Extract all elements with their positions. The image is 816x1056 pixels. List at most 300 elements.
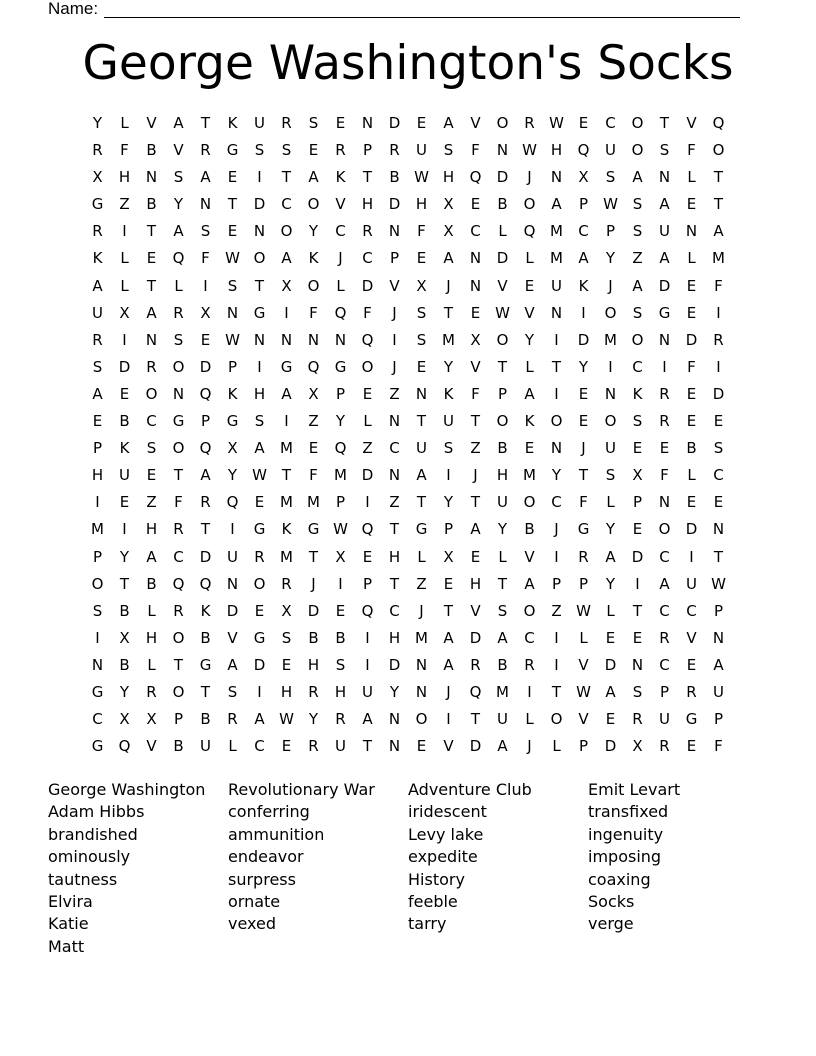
- grid-letter[interactable]: E: [470, 195, 481, 214]
- grid-letter[interactable]: F: [309, 303, 318, 322]
- grid-letter[interactable]: C: [281, 195, 292, 214]
- grid-letter[interactable]: A: [173, 222, 184, 241]
- grid-letter[interactable]: T: [632, 601, 643, 620]
- grid-letter[interactable]: S: [632, 682, 643, 701]
- grid-letter[interactable]: S: [443, 141, 454, 160]
- grid-letter[interactable]: T: [416, 493, 427, 512]
- grid-letter[interactable]: P: [497, 384, 508, 403]
- grid-letter[interactable]: F: [471, 141, 480, 160]
- grid-letter[interactable]: X: [119, 710, 130, 729]
- grid-letter[interactable]: B: [119, 412, 130, 431]
- grid-letter[interactable]: G: [91, 195, 104, 214]
- grid-letter[interactable]: F: [417, 222, 426, 241]
- grid-letter[interactable]: L: [606, 493, 615, 512]
- grid-letter[interactable]: H: [145, 628, 158, 647]
- grid-letter[interactable]: D: [496, 168, 509, 187]
- grid-letter[interactable]: I: [203, 276, 208, 295]
- grid-letter[interactable]: X: [443, 222, 454, 241]
- grid-letter[interactable]: W: [495, 303, 510, 322]
- grid-letter[interactable]: D: [658, 276, 671, 295]
- grid-letter[interactable]: T: [713, 195, 724, 214]
- grid-letter[interactable]: B: [389, 168, 400, 187]
- grid-letter[interactable]: P: [578, 737, 589, 756]
- grid-letter[interactable]: A: [632, 276, 643, 295]
- grid-letter[interactable]: S: [632, 195, 643, 214]
- grid-letter[interactable]: K: [227, 384, 238, 403]
- grid-letter[interactable]: E: [227, 222, 238, 241]
- grid-letter[interactable]: H: [280, 682, 293, 701]
- grid-letter[interactable]: A: [254, 710, 265, 729]
- grid-letter[interactable]: R: [524, 655, 535, 674]
- grid-letter[interactable]: L: [525, 249, 534, 268]
- grid-letter[interactable]: S: [281, 141, 292, 160]
- grid-letter[interactable]: M: [415, 628, 428, 647]
- grid-letter[interactable]: K: [578, 276, 589, 295]
- grid-letter[interactable]: Y: [389, 682, 400, 701]
- grid-letter[interactable]: T: [173, 655, 184, 674]
- grid-letter[interactable]: E: [524, 276, 535, 295]
- grid-letter[interactable]: P: [92, 439, 103, 458]
- grid-letter[interactable]: T: [389, 520, 400, 539]
- grid-letter[interactable]: V: [389, 276, 400, 295]
- grid-letter[interactable]: U: [497, 710, 508, 729]
- grid-letter[interactable]: R: [200, 141, 211, 160]
- grid-letter[interactable]: R: [281, 574, 292, 593]
- grid-letter[interactable]: Q: [469, 168, 482, 187]
- grid-letter[interactable]: S: [227, 276, 238, 295]
- grid-letter[interactable]: L: [687, 168, 696, 187]
- grid-letter[interactable]: O: [415, 710, 428, 729]
- grid-letter[interactable]: T: [443, 601, 454, 620]
- grid-letter[interactable]: O: [604, 412, 617, 431]
- grid-letter[interactable]: L: [687, 249, 696, 268]
- grid-letter[interactable]: I: [230, 520, 235, 539]
- grid-letter[interactable]: D: [577, 330, 590, 349]
- grid-letter[interactable]: W: [333, 520, 348, 539]
- grid-letter[interactable]: E: [416, 737, 427, 756]
- grid-letter[interactable]: V: [578, 710, 589, 729]
- grid-letter[interactable]: Y: [605, 574, 616, 593]
- grid-letter[interactable]: E: [686, 412, 697, 431]
- grid-letter[interactable]: U: [416, 141, 427, 160]
- grid-letter[interactable]: R: [335, 141, 346, 160]
- grid-letter[interactable]: L: [363, 412, 372, 431]
- grid-letter[interactable]: A: [254, 439, 265, 458]
- grid-letter[interactable]: B: [200, 628, 211, 647]
- grid-letter[interactable]: M: [307, 493, 320, 512]
- grid-letter[interactable]: Q: [712, 114, 725, 132]
- grid-letter[interactable]: I: [581, 303, 586, 322]
- grid-letter[interactable]: Y: [578, 357, 589, 376]
- grid-letter[interactable]: R: [146, 357, 157, 376]
- grid-letter[interactable]: J: [311, 574, 316, 593]
- grid-letter[interactable]: P: [605, 222, 616, 241]
- grid-letter[interactable]: R: [146, 682, 157, 701]
- grid-letter[interactable]: T: [200, 682, 211, 701]
- grid-letter[interactable]: B: [308, 628, 319, 647]
- grid-letter[interactable]: A: [443, 655, 454, 674]
- grid-letter[interactable]: A: [551, 195, 562, 214]
- grid-letter[interactable]: J: [581, 439, 586, 458]
- grid-letter[interactable]: C: [92, 710, 103, 729]
- grid-letter[interactable]: A: [713, 655, 724, 674]
- grid-letter[interactable]: L: [498, 222, 507, 241]
- grid-letter[interactable]: K: [632, 384, 643, 403]
- grid-letter[interactable]: G: [280, 357, 293, 376]
- grid-letter[interactable]: M: [442, 330, 455, 349]
- grid-letter[interactable]: U: [605, 439, 616, 458]
- grid-letter[interactable]: H: [118, 168, 131, 187]
- grid-letter[interactable]: Q: [199, 384, 212, 403]
- grid-letter[interactable]: P: [92, 547, 103, 566]
- grid-letter[interactable]: R: [173, 520, 184, 539]
- grid-letter[interactable]: C: [146, 412, 157, 431]
- grid-letter[interactable]: P: [362, 574, 373, 593]
- grid-letter[interactable]: I: [554, 628, 559, 647]
- grid-letter[interactable]: S: [605, 168, 616, 187]
- grid-letter[interactable]: S: [416, 330, 427, 349]
- grid-letter[interactable]: M: [280, 439, 293, 458]
- grid-letter[interactable]: N: [253, 222, 266, 241]
- grid-letter[interactable]: Z: [119, 195, 130, 214]
- grid-letter[interactable]: T: [254, 276, 265, 295]
- grid-letter[interactable]: K: [119, 439, 130, 458]
- grid-letter[interactable]: Q: [361, 520, 374, 539]
- grid-letter[interactable]: H: [415, 195, 428, 214]
- grid-letter[interactable]: S: [173, 330, 184, 349]
- grid-letter[interactable]: L: [147, 601, 156, 620]
- grid-letter[interactable]: C: [551, 493, 562, 512]
- grid-letter[interactable]: U: [551, 276, 562, 295]
- grid-letter[interactable]: Q: [199, 439, 212, 458]
- grid-letter[interactable]: N: [307, 330, 320, 349]
- grid-letter[interactable]: P: [389, 249, 400, 268]
- grid-letter[interactable]: F: [363, 303, 372, 322]
- grid-letter[interactable]: B: [173, 737, 184, 756]
- grid-letter[interactable]: D: [199, 357, 212, 376]
- grid-letter[interactable]: A: [497, 628, 508, 647]
- grid-letter[interactable]: W: [414, 168, 429, 187]
- grid-letter[interactable]: O: [658, 520, 671, 539]
- grid-letter[interactable]: C: [173, 547, 184, 566]
- grid-letter[interactable]: E: [686, 737, 697, 756]
- grid-letter[interactable]: V: [686, 114, 697, 132]
- grid-letter[interactable]: O: [631, 330, 644, 349]
- grid-letter[interactable]: O: [172, 682, 185, 701]
- grid-letter[interactable]: H: [334, 682, 347, 701]
- grid-letter[interactable]: L: [525, 710, 534, 729]
- grid-letter[interactable]: T: [578, 466, 589, 485]
- grid-letter[interactable]: V: [335, 195, 346, 214]
- grid-letter[interactable]: J: [419, 601, 424, 620]
- grid-letter[interactable]: L: [336, 276, 345, 295]
- grid-letter[interactable]: D: [631, 547, 644, 566]
- grid-letter[interactable]: U: [497, 493, 508, 512]
- grid-letter[interactable]: D: [118, 357, 131, 376]
- grid-letter[interactable]: O: [496, 330, 509, 349]
- grid-letter[interactable]: E: [470, 303, 481, 322]
- grid-letter[interactable]: Y: [227, 466, 238, 485]
- grid-letter[interactable]: N: [496, 141, 509, 160]
- grid-letter[interactable]: R: [308, 682, 319, 701]
- grid-letter[interactable]: M: [280, 547, 293, 566]
- grid-letter[interactable]: E: [335, 601, 346, 620]
- grid-letter[interactable]: S: [173, 168, 184, 187]
- grid-letter[interactable]: Z: [470, 439, 481, 458]
- grid-letter[interactable]: T: [308, 547, 319, 566]
- grid-letter[interactable]: L: [579, 628, 588, 647]
- grid-letter[interactable]: Z: [308, 412, 319, 431]
- grid-letter[interactable]: O: [496, 412, 509, 431]
- grid-letter[interactable]: O: [496, 114, 509, 132]
- grid-letter[interactable]: O: [361, 357, 374, 376]
- grid-letter[interactable]: V: [470, 114, 481, 132]
- grid-letter[interactable]: U: [659, 222, 670, 241]
- grid-letter[interactable]: Q: [172, 574, 185, 593]
- grid-letter[interactable]: X: [308, 384, 319, 403]
- grid-letter[interactable]: M: [550, 222, 563, 241]
- grid-letter[interactable]: D: [253, 195, 266, 214]
- grid-letter[interactable]: U: [92, 303, 103, 322]
- grid-letter[interactable]: D: [226, 601, 239, 620]
- grid-letter[interactable]: A: [659, 574, 670, 593]
- grid-letter[interactable]: T: [713, 547, 724, 566]
- grid-letter[interactable]: E: [686, 655, 697, 674]
- grid-letter[interactable]: C: [362, 249, 373, 268]
- grid-letter[interactable]: Z: [146, 493, 157, 512]
- grid-letter[interactable]: P: [362, 141, 373, 160]
- grid-letter[interactable]: A: [173, 114, 184, 132]
- grid-letter[interactable]: J: [392, 357, 397, 376]
- grid-letter[interactable]: L: [120, 114, 129, 132]
- grid-letter[interactable]: L: [417, 547, 426, 566]
- grid-letter[interactable]: H: [469, 574, 482, 593]
- grid-letter[interactable]: Q: [361, 601, 374, 620]
- grid-letter[interactable]: C: [659, 547, 670, 566]
- grid-letter[interactable]: G: [199, 655, 212, 674]
- grid-letter[interactable]: C: [335, 222, 346, 241]
- grid-letter[interactable]: X: [578, 168, 589, 187]
- grid-letter[interactable]: V: [443, 737, 454, 756]
- grid-letter[interactable]: I: [446, 466, 451, 485]
- grid-letter[interactable]: A: [308, 168, 319, 187]
- grid-letter[interactable]: M: [550, 249, 563, 268]
- grid-letter[interactable]: J: [473, 466, 478, 485]
- grid-letter[interactable]: R: [659, 412, 670, 431]
- grid-letter[interactable]: X: [92, 168, 103, 187]
- grid-letter[interactable]: J: [446, 276, 451, 295]
- grid-letter[interactable]: D: [469, 628, 482, 647]
- grid-letter[interactable]: Q: [577, 141, 590, 160]
- grid-letter[interactable]: K: [524, 412, 535, 431]
- grid-letter[interactable]: A: [524, 574, 535, 593]
- grid-letter[interactable]: U: [200, 737, 211, 756]
- grid-letter[interactable]: N: [415, 682, 428, 701]
- grid-letter[interactable]: T: [389, 574, 400, 593]
- grid-letter[interactable]: V: [146, 737, 157, 756]
- grid-letter[interactable]: D: [712, 384, 725, 403]
- grid-letter[interactable]: I: [689, 547, 694, 566]
- grid-letter[interactable]: N: [388, 710, 401, 729]
- grid-letter[interactable]: N: [415, 384, 428, 403]
- grid-letter[interactable]: Y: [119, 547, 130, 566]
- grid-letter[interactable]: X: [119, 628, 130, 647]
- grid-letter[interactable]: N: [469, 249, 482, 268]
- grid-letter[interactable]: S: [659, 141, 670, 160]
- grid-letter[interactable]: E: [335, 114, 346, 132]
- grid-letter[interactable]: O: [550, 412, 563, 431]
- grid-letter[interactable]: O: [604, 303, 617, 322]
- grid-letter[interactable]: T: [281, 168, 292, 187]
- grid-letter[interactable]: C: [389, 601, 400, 620]
- grid-letter[interactable]: U: [362, 682, 373, 701]
- grid-letter[interactable]: E: [524, 439, 535, 458]
- grid-letter[interactable]: F: [687, 141, 696, 160]
- grid-letter[interactable]: T: [200, 114, 211, 132]
- grid-letter[interactable]: V: [686, 628, 697, 647]
- grid-letter[interactable]: R: [362, 222, 373, 241]
- grid-letter[interactable]: P: [200, 412, 211, 431]
- grid-letter[interactable]: N: [280, 330, 293, 349]
- grid-letter[interactable]: R: [92, 141, 103, 160]
- grid-letter[interactable]: E: [443, 574, 454, 593]
- grid-letter[interactable]: W: [252, 466, 267, 485]
- grid-letter[interactable]: T: [146, 222, 157, 241]
- grid-letter[interactable]: X: [416, 276, 427, 295]
- grid-letter[interactable]: S: [254, 412, 265, 431]
- grid-letter[interactable]: L: [525, 357, 534, 376]
- grid-letter[interactable]: I: [365, 493, 370, 512]
- grid-letter[interactable]: N: [388, 222, 401, 241]
- grid-letter[interactable]: G: [253, 628, 266, 647]
- grid-letter[interactable]: R: [686, 682, 697, 701]
- grid-letter[interactable]: B: [200, 710, 211, 729]
- grid-letter[interactable]: C: [578, 222, 589, 241]
- grid-letter[interactable]: B: [146, 574, 157, 593]
- grid-letter[interactable]: N: [550, 168, 563, 187]
- grid-letter[interactable]: A: [200, 466, 211, 485]
- grid-letter[interactable]: D: [469, 737, 482, 756]
- grid-letter[interactable]: Q: [118, 737, 131, 756]
- grid-letter[interactable]: F: [471, 384, 480, 403]
- grid-letter[interactable]: S: [308, 114, 319, 132]
- grid-letter[interactable]: V: [470, 601, 481, 620]
- grid-letter[interactable]: O: [523, 601, 536, 620]
- grid-letter[interactable]: P: [551, 574, 562, 593]
- grid-letter[interactable]: O: [523, 195, 536, 214]
- grid-letter[interactable]: T: [659, 114, 670, 132]
- grid-letter[interactable]: W: [549, 114, 564, 132]
- grid-letter[interactable]: N: [658, 493, 671, 512]
- grid-letter[interactable]: A: [281, 249, 292, 268]
- grid-letter[interactable]: I: [122, 520, 127, 539]
- grid-letter[interactable]: J: [338, 249, 343, 268]
- grid-letter[interactable]: Q: [172, 249, 185, 268]
- grid-letter[interactable]: B: [686, 439, 697, 458]
- grid-letter[interactable]: E: [686, 384, 697, 403]
- grid-letter[interactable]: G: [307, 520, 320, 539]
- grid-letter[interactable]: S: [632, 222, 643, 241]
- grid-letter[interactable]: A: [227, 655, 238, 674]
- grid-letter[interactable]: G: [91, 682, 104, 701]
- grid-letter[interactable]: F: [714, 276, 723, 295]
- grid-letter[interactable]: C: [605, 114, 616, 132]
- grid-letter[interactable]: O: [550, 710, 563, 729]
- grid-letter[interactable]: D: [604, 737, 617, 756]
- grid-letter[interactable]: G: [253, 520, 266, 539]
- grid-letter[interactable]: K: [200, 601, 211, 620]
- grid-letter[interactable]: T: [119, 574, 130, 593]
- grid-letter[interactable]: A: [524, 384, 535, 403]
- grid-letter[interactable]: H: [496, 466, 509, 485]
- grid-letter[interactable]: N: [388, 412, 401, 431]
- grid-letter[interactable]: I: [635, 574, 640, 593]
- grid-letter[interactable]: G: [334, 357, 347, 376]
- grid-letter[interactable]: C: [659, 601, 670, 620]
- grid-letter[interactable]: E: [200, 330, 211, 349]
- grid-letter[interactable]: Y: [497, 520, 508, 539]
- grid-letter[interactable]: P: [713, 710, 724, 729]
- grid-letter[interactable]: I: [284, 303, 289, 322]
- grid-letter[interactable]: T: [146, 276, 157, 295]
- grid-letter[interactable]: T: [551, 682, 562, 701]
- grid-letter[interactable]: Q: [307, 357, 320, 376]
- grid-letter[interactable]: E: [281, 737, 292, 756]
- grid-letter[interactable]: Y: [551, 466, 562, 485]
- grid-letter[interactable]: Q: [334, 303, 347, 322]
- grid-letter[interactable]: U: [659, 710, 670, 729]
- grid-letter[interactable]: F: [201, 249, 210, 268]
- grid-letter[interactable]: A: [470, 520, 481, 539]
- grid-letter[interactable]: V: [146, 114, 157, 132]
- grid-letter[interactable]: E: [416, 357, 427, 376]
- grid-letter[interactable]: P: [173, 710, 184, 729]
- grid-letter[interactable]: V: [173, 141, 184, 160]
- grid-letter[interactable]: E: [578, 384, 589, 403]
- grid-letter[interactable]: K: [281, 520, 292, 539]
- grid-letter[interactable]: N: [658, 168, 671, 187]
- grid-letter[interactable]: V: [578, 655, 589, 674]
- grid-letter[interactable]: R: [470, 655, 481, 674]
- grid-letter[interactable]: I: [716, 303, 721, 322]
- grid-letter[interactable]: D: [388, 655, 401, 674]
- grid-letter[interactable]: O: [631, 114, 644, 132]
- grid-letter[interactable]: O: [712, 141, 725, 160]
- grid-letter[interactable]: G: [226, 141, 239, 160]
- grid-letter[interactable]: Q: [523, 222, 536, 241]
- grid-letter[interactable]: L: [498, 547, 507, 566]
- grid-letter[interactable]: T: [470, 412, 481, 431]
- grid-letter[interactable]: N: [334, 330, 347, 349]
- grid-letter[interactable]: N: [199, 195, 212, 214]
- grid-letter[interactable]: R: [578, 547, 589, 566]
- grid-letter[interactable]: L: [147, 655, 156, 674]
- grid-letter[interactable]: R: [173, 601, 184, 620]
- grid-letter[interactable]: S: [92, 601, 103, 620]
- grid-letter[interactable]: A: [416, 466, 427, 485]
- grid-letter[interactable]: T: [200, 520, 211, 539]
- grid-letter[interactable]: V: [497, 276, 508, 295]
- grid-letter[interactable]: K: [443, 384, 454, 403]
- grid-letter[interactable]: R: [92, 330, 103, 349]
- grid-letter[interactable]: J: [527, 168, 532, 187]
- grid-letter[interactable]: B: [497, 195, 508, 214]
- grid-letter[interactable]: Z: [551, 601, 562, 620]
- grid-letter[interactable]: F: [714, 737, 723, 756]
- grid-letter[interactable]: N: [712, 628, 725, 647]
- grid-letter[interactable]: O: [253, 249, 266, 268]
- grid-letter[interactable]: I: [365, 655, 370, 674]
